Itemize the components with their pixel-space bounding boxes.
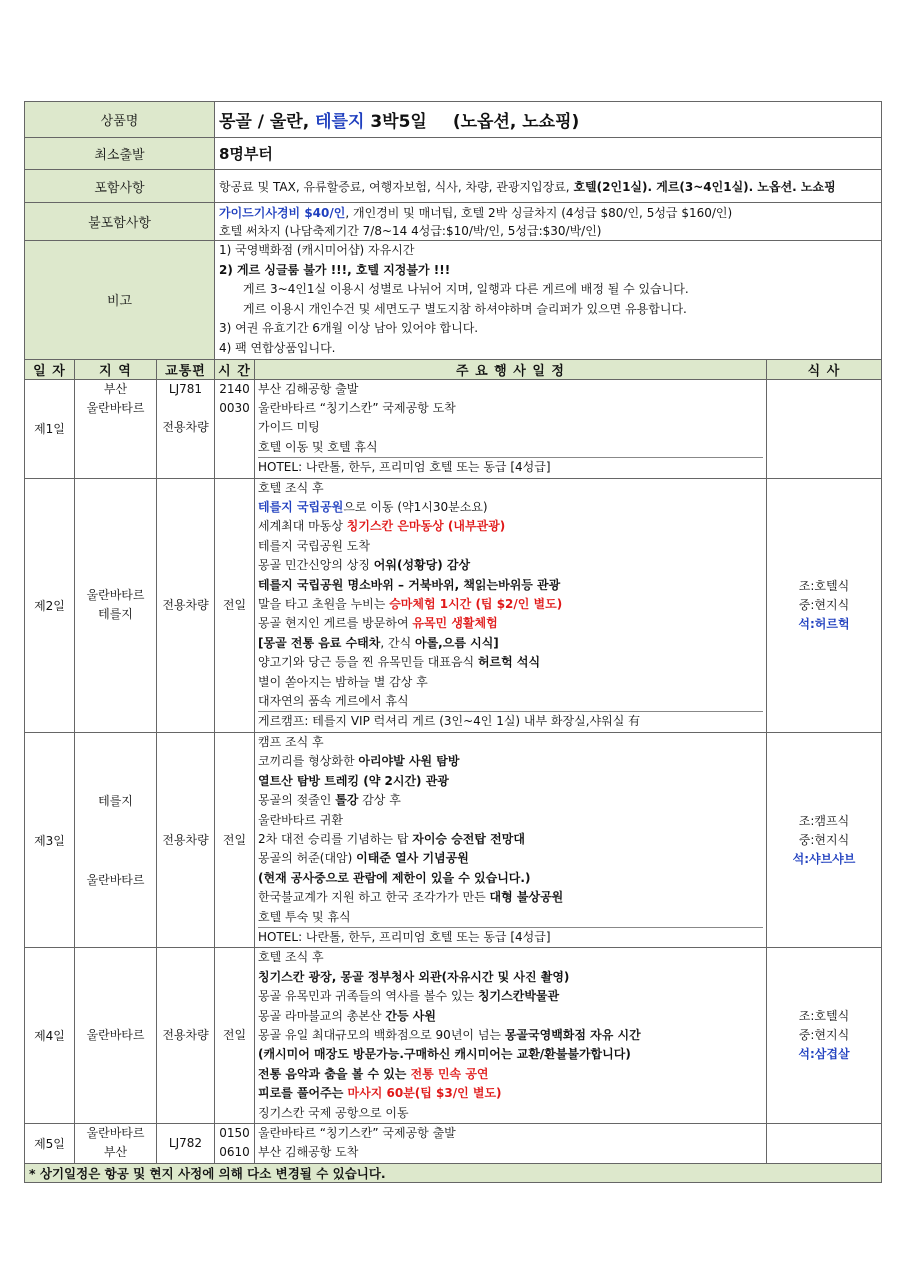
- product-label: 상품명: [25, 102, 215, 138]
- schedule-text: 캠프 조식 후: [258, 734, 324, 749]
- schedule-line: [258, 1104, 763, 1123]
- day-transport: [157, 478, 215, 732]
- schedule-text: 몽골 현지인 게르를 방문하여: [258, 616, 413, 631]
- schedule-text: 톨강: [335, 793, 359, 808]
- transport-item: 전용차량: [162, 832, 209, 847]
- region-name: 울란바타르: [86, 1126, 145, 1140]
- schedule-line: [258, 614, 763, 633]
- schedule-line: [258, 987, 763, 1006]
- transport-item: LJ781: [168, 381, 203, 396]
- day-region: [75, 478, 157, 732]
- schedule-line: [258, 498, 763, 517]
- day-schedule: [255, 732, 767, 947]
- schedule-line: [258, 1026, 763, 1045]
- time-item: 0150: [219, 1126, 250, 1140]
- region-name: 테를지: [98, 607, 133, 622]
- schedule-line: [258, 869, 763, 888]
- schedule-text: 수태차: [345, 635, 381, 650]
- schedule-text: 자이승 승전탑 전망대: [412, 831, 525, 846]
- meal-item: 석:삼겹살: [798, 1047, 850, 1062]
- hotel-line: HOTEL: 나란톨, 한두, 프리미엄 호텔 또는 동급 [4성급]: [258, 927, 763, 947]
- schedule-text: 말을 타고 초원을 누비는: [258, 597, 390, 612]
- day-label: 제3일: [25, 732, 75, 947]
- schedule-text: 아롤,으름 시식]: [415, 635, 499, 650]
- time-item: 전일: [222, 832, 247, 847]
- schedule-text: 호텔 조식 후: [258, 480, 324, 495]
- day-meal: [767, 948, 882, 1124]
- day-transport: [157, 379, 215, 478]
- schedule-text: 허르헉 석식: [477, 655, 541, 670]
- schedule-line: [258, 595, 763, 614]
- schedule-text: 유목민 생활체험: [412, 616, 498, 631]
- time-item: 전일: [222, 597, 247, 612]
- schedule-text: 열트산 탐방 트레킹 (약 2시간) 관광: [258, 773, 449, 788]
- hotel-line: HOTEL: 나란톨, 한두, 프리미엄 호텔 또는 동급 [4성급]: [258, 457, 763, 477]
- schedule-text: 2차 대전 승리를 기념하는 탑: [258, 831, 413, 846]
- day-time: [215, 948, 255, 1124]
- schedule-text: 감상 후: [358, 793, 401, 808]
- schedule-text: , 간식: [380, 635, 415, 650]
- schedule-line: [258, 849, 763, 868]
- excludes-label: 불포함사항: [25, 203, 215, 241]
- meal-item: 중:현지식: [798, 1028, 850, 1043]
- schedule-text: 몽골 라마불교의 총본산: [258, 1008, 386, 1023]
- schedule-text: 전통 음악과 춤을 볼 수 있는: [258, 1066, 411, 1081]
- column-header-row: [25, 359, 882, 379]
- schedule-line: [258, 673, 763, 692]
- itinerary-document: [24, 101, 881, 1183]
- schedule-text: 승마체험 1시간 (팁 $2/인 별도): [389, 597, 563, 612]
- day-schedule: [255, 379, 767, 478]
- day-meal: [767, 1124, 882, 1164]
- day-transport: [157, 948, 215, 1124]
- notes-label: 비고: [25, 241, 215, 360]
- schedule-line: [258, 888, 763, 907]
- meal-item: 중:현지식: [798, 832, 850, 847]
- schedule-line: [258, 399, 763, 418]
- day-time: [215, 478, 255, 732]
- transport-item: 전용차량: [162, 419, 209, 434]
- schedule-line: [258, 1045, 763, 1064]
- meal-item: 조:캠프식: [798, 813, 850, 828]
- includes-label: 포함사항: [25, 170, 215, 203]
- schedule-text: 몽골 민간신앙의 상징: [258, 558, 374, 573]
- footer-row: [25, 1163, 882, 1182]
- meal-item: 중:현지식: [798, 597, 850, 612]
- meal-item: 조:호텔식: [798, 1009, 850, 1024]
- day-transport: [157, 732, 215, 947]
- schedule-text: 캐시미어는 교환/환불불가합니다): [454, 1047, 631, 1062]
- schedule-line: [258, 692, 763, 711]
- meal-item: 석:허르헉: [798, 616, 850, 631]
- schedule-line: [258, 653, 763, 672]
- schedule-line: [258, 537, 763, 556]
- schedule-line: [258, 418, 763, 437]
- day-row: [25, 379, 882, 478]
- schedule-text: 징기스칸 국제 공항으로 이동: [258, 1105, 409, 1120]
- col-transport: 교통편: [157, 359, 215, 379]
- schedule-text: 코끼리를 형상화한: [258, 754, 359, 769]
- schedule-text: 몽골의 허준(대암): [258, 851, 357, 866]
- schedule-line: [258, 791, 763, 810]
- region-name: 울란바타르: [86, 873, 145, 888]
- schedule-line: [258, 479, 763, 498]
- schedule-line: [258, 1007, 763, 1026]
- day-label: 제5일: [25, 1124, 75, 1164]
- region-name: 부산: [103, 1145, 128, 1159]
- time-item: 0610: [219, 1145, 250, 1159]
- day-schedule: [255, 478, 767, 732]
- min-depart-row: [25, 138, 882, 170]
- schedule-text: 부산 김해공항 출발: [258, 381, 359, 396]
- schedule-text: 전통 민속 공연: [410, 1066, 489, 1081]
- schedule-text: 울란바타르 귀환: [258, 812, 343, 827]
- min-depart-label: 최소출발: [25, 138, 215, 170]
- schedule-line: [258, 752, 763, 771]
- hotel-line: 게르캠프: 테를지 VIP 럭셔리 게르 (3인~4인 1실) 내부 화장실,샤워실 有: [258, 711, 763, 731]
- schedule-text: 별이 쏟아지는 밤하늘 별 감상 후: [258, 674, 428, 689]
- col-meal: 식 사: [767, 359, 882, 379]
- schedule-text: 간등 사원: [385, 1008, 436, 1023]
- schedule-line: [258, 772, 763, 791]
- day-row: [25, 732, 882, 947]
- schedule-text: 칭기스칸박물관: [477, 989, 560, 1004]
- region-name: 울란바타르: [86, 588, 145, 603]
- day-region: [75, 1124, 157, 1164]
- day-label: 제2일: [25, 478, 75, 732]
- product-title-highlight: 테를지: [315, 112, 365, 132]
- day-region: [75, 732, 157, 947]
- schedule-line: [258, 1065, 763, 1084]
- col-time: 시 간: [215, 359, 255, 379]
- min-depart-value: 8명부터: [215, 138, 882, 170]
- day-region: [75, 948, 157, 1124]
- day-transport: [157, 1124, 215, 1164]
- itinerary-table: [24, 101, 882, 1183]
- day-meal: [767, 379, 882, 478]
- schedule-text: 이태준 열사 기념공원: [356, 851, 469, 866]
- day-meal: [767, 478, 882, 732]
- col-day: 일 자: [25, 359, 75, 379]
- schedule-text: 테를지 국립공원: [258, 500, 344, 514]
- schedule-text: [몽골 전통 음료: [258, 635, 346, 650]
- region-name: 부산: [103, 381, 128, 396]
- day-schedule: [255, 948, 767, 1124]
- time-item: 전일: [222, 1028, 247, 1043]
- schedule-text: 몽골 유일 최대규모의 백화점으로 90년이 넘는: [258, 1027, 505, 1042]
- time-item: 2140: [219, 381, 250, 396]
- schedule-text: 양고기와 당근 등을 찐 유목민들 대표음식: [258, 655, 478, 670]
- region-name: 울란바타르: [86, 1028, 145, 1043]
- transport-item: LJ782: [168, 1135, 203, 1150]
- schedule-text: (캐시미어 매장도 방문가능.구매하신: [258, 1047, 455, 1062]
- schedule-text: 으로 이동 (약1시30분소요): [343, 500, 488, 514]
- schedule-line: [258, 1124, 763, 1143]
- time-item: 0030: [219, 400, 250, 415]
- schedule-line: [258, 438, 763, 457]
- schedule-line: [258, 634, 763, 653]
- schedule-text: 칭기스칸 은마동상 (내부관광): [346, 519, 506, 534]
- schedule-line: [258, 1084, 763, 1103]
- schedule-text: 울란바타르 “칭기스칸” 국제공항 출발: [258, 1126, 456, 1140]
- notes-value: 1) 국영백화점 (캐시미어샵) 자유시간 2) 게르 싱글룸 불가 !!!, 호텔 지정불가 !!! 게르 3~4인1실 이용시 성별로 나뉘어 지며, 일행과 다른 게르에 배정 될 수 있습니다. 게르 이용시 개인수건 및 세면도구 별도지참 하셔야하며 슬리퍼가 있으면 유용합니다. 3) 여권 유효기간 6개월 이상 남아 있어야 합니다. 4) 팩 연합상품입니다.: [215, 241, 882, 360]
- day-row: [25, 1124, 882, 1164]
- transport-item: [158, 399, 213, 418]
- day-row: [25, 478, 882, 732]
- day-time: [215, 732, 255, 947]
- schedule-text: 부산 김해공항 도착: [258, 1145, 359, 1160]
- day-label: 제4일: [25, 948, 75, 1124]
- schedule-text: 마사지 60분(팁 $3/인 별도): [347, 1086, 502, 1101]
- schedule-line: [258, 576, 763, 595]
- meal-item: 석:샤브샤브: [792, 851, 856, 866]
- notes-row: [25, 241, 882, 360]
- schedule-text: 몽골 유목민과 귀족들의 역사를 볼수 있는: [258, 989, 478, 1004]
- schedule-text: 아리야발 사원 탐방: [358, 754, 460, 769]
- excludes-row: [25, 203, 882, 241]
- schedule-text: 한국불교계가 지원 하고 한국 조각가가 만든: [258, 890, 490, 905]
- region-name: 울란바타르: [86, 400, 145, 415]
- schedule-line: [258, 948, 763, 967]
- schedule-line: [258, 380, 763, 399]
- schedule-text: 세계최대 마동상: [258, 519, 347, 534]
- day-meal: [767, 732, 882, 947]
- schedule-line: [258, 811, 763, 830]
- schedule-text: 호텔 조식 후: [258, 950, 324, 965]
- schedule-line: [258, 908, 763, 927]
- schedule-text: 울란바타르 “칭기스칸” 국제공항 도착: [258, 400, 456, 415]
- includes-value: 항공료 및 TAX, 유류할증료, 여행자보험, 식사, 차량, 관광지입장료, 호텔(2인1실). 게르(3~4인1실). 노옵션. 노쇼핑: [215, 170, 882, 203]
- schedule-text: 대자연의 품속 게르에서 휴식: [258, 694, 409, 709]
- schedule-text: 테를지 국립공원 명소바위 – 거북바위, 책읽는바위등 관광: [258, 577, 561, 592]
- includes-row: [25, 170, 882, 203]
- schedule-line: [258, 968, 763, 987]
- schedule-text: 가이드 미팅: [258, 420, 320, 435]
- schedule-text: 어워(성황당) 감상: [373, 558, 471, 573]
- schedule-text: (현재 공사중으로 관람에 제한이 있을 수 있습니다.): [258, 870, 531, 885]
- product-title: 몽골 / 울란, 테를지 3박5일 (노옵션, 노쇼핑): [215, 102, 882, 138]
- footer-note: * 상기일정은 항공 및 현지 사정에 의해 다소 변경될 수 있습니다.: [25, 1163, 882, 1182]
- schedule-line: [258, 830, 763, 849]
- day-row: [25, 948, 882, 1124]
- schedule-line: [258, 733, 763, 752]
- day-region: [75, 379, 157, 478]
- region-name: 테를지: [98, 794, 133, 809]
- schedule-text: 호텔 이동 및 호텔 휴식: [258, 439, 378, 454]
- schedule-text: 몽골국영백화점 자유 시간: [504, 1027, 641, 1042]
- product-row: [25, 102, 882, 138]
- day-schedule: [255, 1124, 767, 1164]
- schedule-text: 테를지 국립공원 도착: [258, 538, 370, 553]
- schedule-line: [258, 517, 763, 536]
- col-region: 지 역: [75, 359, 157, 379]
- transport-item: 전용차량: [162, 597, 209, 612]
- schedule-text: 칭기스칸 광장, 몽골 정부청사 외관(자유시간 및 사진 촬영): [258, 969, 570, 984]
- transport-item: 전용차량: [162, 1028, 209, 1043]
- col-schedule: 주 요 행 사 일 정: [255, 359, 767, 379]
- day-label: 제1일: [25, 379, 75, 478]
- schedule-text: 대형 불상공원: [489, 890, 564, 905]
- meal-item: 조:호텔식: [798, 578, 850, 593]
- day-time: [215, 1124, 255, 1164]
- schedule-text: 몽골의 젖줄인: [258, 793, 336, 808]
- schedule-line: [258, 556, 763, 575]
- schedule-text: 호텔 투숙 및 휴식: [258, 909, 351, 924]
- day-time: [215, 379, 255, 478]
- schedule-line: [258, 1143, 763, 1162]
- schedule-text: 피로를 풀어주는: [258, 1086, 348, 1101]
- excludes-value: 가이드기사경비 $40/인, 개인경비 및 매너팁, 호텔 2박 싱글차지 (4성급 $80/인, 5성급 $160/인) 호텔 써차지 (나담축제기간 7/8~14 4성급:$10/박/인, 5성급:$30/박/인): [215, 203, 882, 241]
